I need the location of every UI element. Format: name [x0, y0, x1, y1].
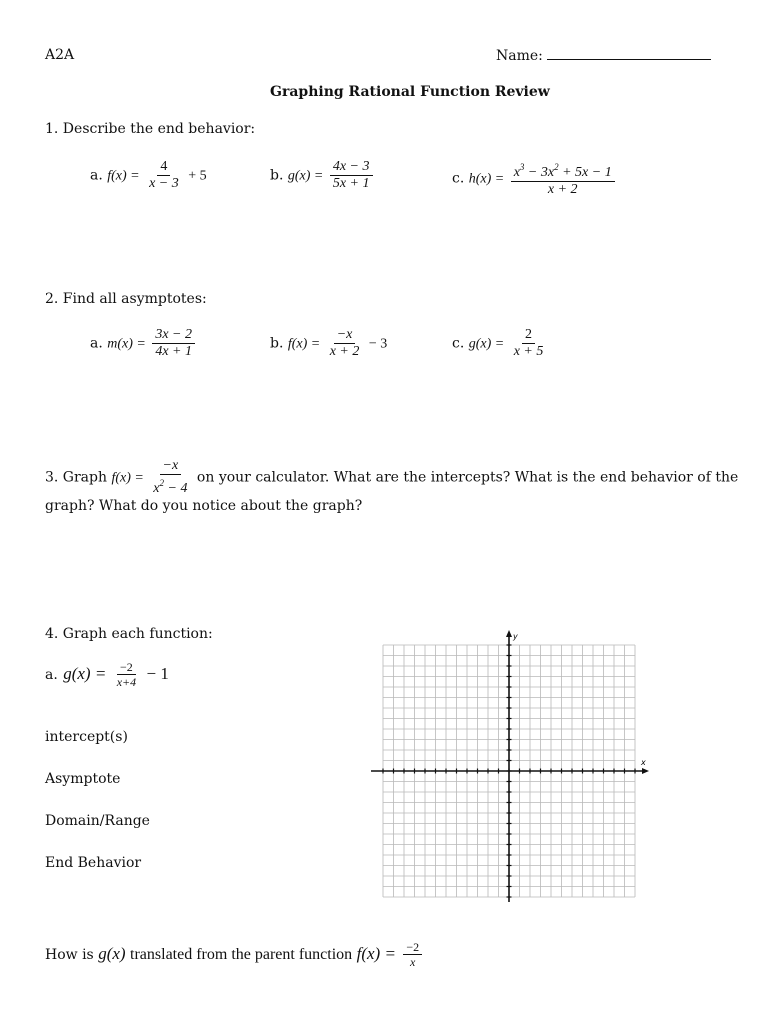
q1c-expression [452, 159, 617, 198]
q2b-label: b. [270, 335, 284, 352]
q2-prompt: 2. Find all asymptotes: [45, 291, 207, 307]
q2a-lhs: m(x) = [107, 336, 146, 352]
q2c-expression [452, 327, 548, 360]
q1a-denominator: x − 3 [149, 176, 179, 191]
q2b-expression [270, 327, 387, 360]
q3-denominator: $x^2 - 4$ [153, 478, 188, 496]
q3-line2: graph? What do you notice about the graph? [45, 498, 363, 514]
name-field[interactable] [496, 47, 711, 64]
field-end-behavior: End Behavior [45, 855, 142, 871]
q2a-label: a. [90, 335, 103, 352]
parent-numerator: −2 [403, 940, 422, 955]
q4a-expression [45, 660, 169, 689]
translation-question [45, 940, 424, 969]
parent-denominator: x [410, 955, 416, 969]
q1c-label: c. [452, 170, 465, 187]
q3-numerator: −x [160, 458, 182, 475]
q3-prefix: 3. Graph [45, 469, 108, 486]
q4a-fraction [114, 660, 139, 689]
q4a-label: a. [45, 667, 58, 683]
q2c-fraction [511, 327, 547, 360]
q1-prompt: 1. Describe the end behavior: [45, 121, 256, 137]
q2a-fraction [152, 327, 195, 360]
translation-g: g(x) [98, 944, 126, 963]
q4a-denominator: x+4 [116, 675, 137, 689]
name-blank-line[interactable] [547, 47, 711, 60]
q3-lhs: f(x) = [111, 470, 144, 486]
y-axis-arrow [506, 630, 512, 637]
q2b-denominator: x + 2 [329, 344, 360, 359]
q2c-label: c. [452, 335, 465, 352]
q1a-expression [90, 159, 207, 192]
q2a-denominator: 4x + 1 [155, 344, 192, 359]
q1b-denominator: 5x + 1 [332, 176, 370, 191]
q2b-lhs: f(x) = [287, 336, 321, 352]
q1b-numerator: 4x − 3 [330, 159, 373, 176]
q1a-fraction [146, 159, 182, 192]
q1b-label: b. [270, 167, 284, 184]
q1c-denominator: x + 2 [547, 182, 578, 197]
parent-fraction [403, 940, 422, 969]
q2c-denominator: x + 5 [513, 344, 544, 359]
q1c-fraction [511, 159, 615, 198]
translation-prefix: How is [45, 947, 94, 963]
q2b-fraction [327, 327, 363, 360]
q3-suffix: on your calculator. What are the intercepts? What is the end behavior of the [196, 469, 739, 486]
q2a-expression [90, 327, 197, 360]
course-code: A2A [45, 47, 75, 63]
translation-middle: translated from the parent function [130, 946, 353, 963]
q1b-lhs: g(x) = [287, 168, 324, 184]
q2b-numerator: −x [334, 327, 356, 344]
q3-line1 [45, 458, 738, 497]
x-axis-arrow [642, 768, 649, 774]
field-domain-range: Domain/Range [45, 813, 150, 829]
name-label: Name: [496, 48, 543, 64]
q1a-label: a. [90, 167, 103, 184]
q1b-fraction [330, 159, 373, 192]
q4a-lhs: g(x) = [63, 664, 107, 683]
q4a-tail: − 1 [146, 664, 169, 683]
q2c-lhs: g(x) = [468, 336, 505, 352]
q4-prompt: 4. Graph each function: [45, 626, 213, 642]
q1a-numerator: 4 [157, 159, 170, 176]
q1c-lhs: h(x) = [468, 171, 505, 187]
q2b-tail: − 3 [368, 336, 388, 352]
axes [371, 630, 649, 902]
q2c-numerator: 2 [522, 327, 535, 344]
q1b-expression [270, 159, 375, 192]
field-asymptote: Asymptote [45, 771, 121, 787]
q1a-tail: + 5 [188, 168, 207, 184]
q2a-numerator: 3x − 2 [152, 327, 195, 344]
q4a-numerator: −2 [117, 660, 136, 675]
page-title: Graphing Rational Function Review [270, 84, 550, 100]
coordinate-grid[interactable] [368, 630, 658, 902]
x-axis-label: x [641, 758, 646, 767]
q1c-numerator: $x^3 - 3x^2 + 5x - 1$ [511, 159, 615, 182]
y-axis-label: y [513, 632, 518, 641]
q1a-lhs: f(x) = [107, 168, 140, 184]
q3-fraction [150, 458, 190, 497]
parent-lhs: f(x) = [356, 944, 396, 963]
field-intercepts: intercept(s) [45, 729, 128, 745]
